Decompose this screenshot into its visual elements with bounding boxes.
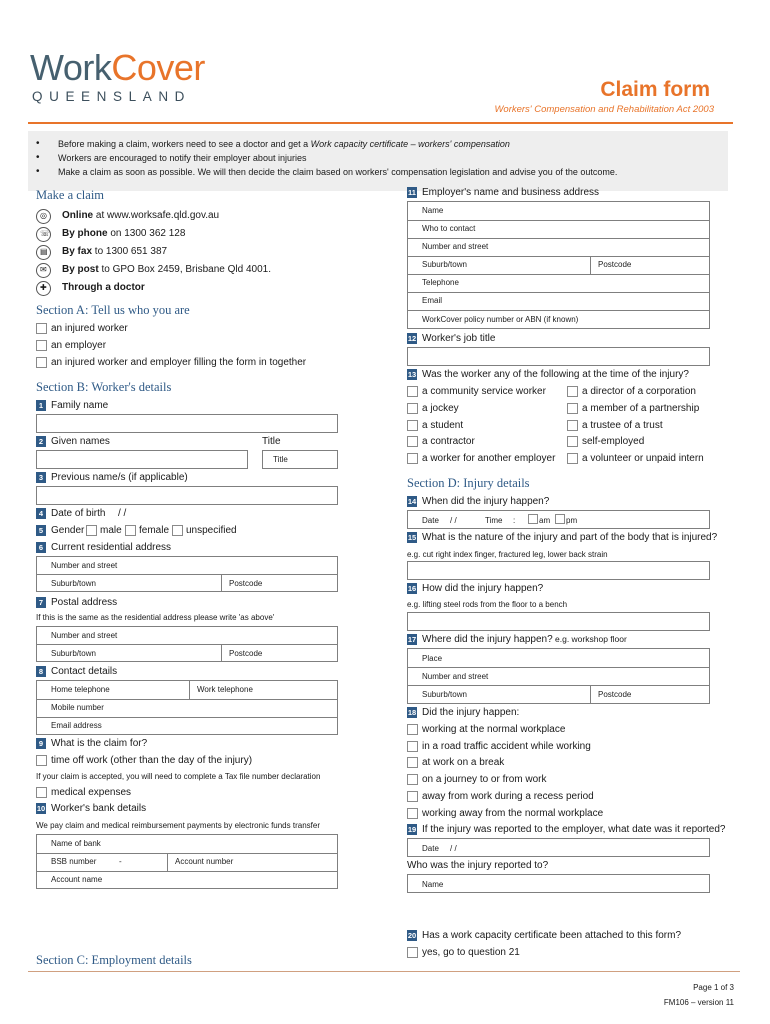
trustee-label: a trustee of a trust: [582, 420, 663, 431]
contact-details-label: Contact details: [51, 666, 118, 677]
community-worker-checkbox[interactable]: [407, 386, 418, 397]
emp-contact-label: Who to contact: [422, 224, 476, 233]
doctor-icon: ✚: [36, 281, 51, 296]
employer-label: an employer: [51, 340, 107, 351]
certificate-label: Has a work capacity certificate been attached to this form?: [422, 930, 682, 941]
normal-workplace-checkbox[interactable]: [407, 724, 418, 735]
section-a-heading: Section A: Tell us who you are: [36, 303, 190, 317]
worker-type-label: Was the worker any of the following at the time of the injury?: [422, 369, 689, 380]
male-label: male: [100, 525, 122, 536]
partnership-checkbox[interactable]: [567, 403, 578, 414]
place-label: Place: [422, 654, 443, 663]
both-label: an injured worker and employer filling the form in together: [51, 357, 307, 368]
reported-date-field-label: Date: [422, 844, 439, 853]
work-break-label: at work on a break: [422, 757, 505, 768]
away-workplace-checkbox[interactable]: [407, 808, 418, 819]
certificate-yes-label: yes, go to question 21: [422, 947, 520, 958]
journey-label: on a journey to or from work: [422, 774, 547, 785]
phone-icon: ☏: [36, 227, 51, 242]
contact-details-box[interactable]: [36, 680, 338, 735]
jockey-label: a jockey: [422, 403, 459, 414]
injury-how-input[interactable]: [407, 612, 710, 631]
reported-date-input[interactable]: [407, 838, 710, 857]
am-checkbox[interactable]: [528, 514, 538, 524]
section-d-heading: Section D: Injury details: [407, 476, 530, 490]
make-claim-heading: Make a claim: [36, 188, 105, 202]
form-subtitle: Workers' Compensation and Rehabilitation Act 2003: [494, 104, 714, 115]
question-number-5: 5: [36, 525, 46, 536]
student-checkbox[interactable]: [407, 420, 418, 431]
gender-label: Gender: [51, 525, 85, 536]
fax-option: By fax to 1300 651 387: [62, 246, 168, 257]
road-accident-checkbox[interactable]: [407, 741, 418, 752]
female-label: female: [139, 525, 170, 536]
question-number-10: 10: [36, 804, 46, 813]
reported-to-name-label: Name: [422, 880, 444, 889]
postal-address-label: Postal address: [51, 597, 118, 608]
bank-details-label: Worker's bank details: [51, 803, 147, 814]
question-number-1: 1: [36, 400, 46, 411]
emp-street-label: Number and street: [422, 242, 489, 251]
previous-names-input[interactable]: [36, 486, 338, 505]
res-street-label: Number and street: [51, 561, 118, 570]
question-number-2: 2: [36, 436, 46, 447]
trustee-checkbox[interactable]: [567, 420, 578, 431]
reported-to-label: Who was the injury reported to?: [407, 860, 549, 871]
mobile-label: Mobile number: [51, 703, 104, 712]
emp-telephone-label: Telephone: [422, 278, 459, 287]
certificate-yes-checkbox[interactable]: [407, 947, 418, 958]
self-employed-label: self-employed: [582, 436, 645, 447]
question-number-16: 16: [407, 584, 417, 593]
tfn-note: If your claim is accepted, you will need to complete a Tax file number declaration: [36, 772, 321, 781]
account-number-label: Account number: [175, 857, 234, 866]
student-label: a student: [422, 420, 464, 431]
jockey-checkbox[interactable]: [407, 403, 418, 414]
question-number-15: 15: [407, 533, 417, 542]
place-postcode-label: Postcode: [598, 690, 632, 699]
emp-name-label: Name: [422, 206, 444, 215]
injury-place-box[interactable]: [407, 648, 710, 704]
injury-nature-input[interactable]: [407, 561, 710, 580]
normal-workplace-label: working at the normal workplace: [422, 724, 566, 735]
director-checkbox[interactable]: [567, 386, 578, 397]
injury-date-time-box[interactable]: [407, 510, 710, 529]
title-input[interactable]: [262, 450, 338, 469]
place-street-label: Number and street: [422, 672, 489, 681]
away-workplace-label: working away from the normal workplace: [422, 808, 604, 819]
intro-box: [28, 131, 728, 191]
work-break-checkbox[interactable]: [407, 757, 418, 768]
section-c-heading: Section C: Employment details: [36, 953, 192, 967]
unspecified-label: unspecified: [186, 525, 237, 536]
contractor-checkbox[interactable]: [407, 436, 418, 447]
form-version: FM106 – version 11: [663, 998, 734, 1007]
pm-label: pm: [566, 516, 578, 525]
road-accident-label: in a road traffic accident while working: [422, 741, 591, 752]
dob-slashes[interactable]: / /: [118, 508, 127, 519]
phone-option: By phone on 1300 362 128: [62, 228, 186, 239]
postal-note: If this is the same as the residential address please write 'as above': [36, 613, 275, 622]
injured-worker-checkbox[interactable]: [36, 323, 47, 334]
residential-address-box[interactable]: [36, 556, 338, 592]
place-suburb-label: Suburb/town: [422, 690, 467, 699]
injury-how-label: How did the injury happen?: [422, 583, 544, 594]
family-name-label: Family name: [51, 400, 109, 411]
title-field-label: Title: [273, 455, 288, 464]
email-label: Email address: [51, 721, 102, 730]
workcover-logo: WorkCover: [30, 47, 205, 88]
work-tel-label: Work telephone: [197, 685, 253, 694]
director-label: a director of a corporation: [582, 386, 696, 397]
page-number: Page 1 of 3: [693, 983, 734, 992]
female-checkbox[interactable]: [125, 525, 136, 536]
question-number-14: 14: [407, 497, 417, 506]
medical-label: medical expenses: [51, 787, 132, 798]
injury-date-slashes: / /: [450, 516, 457, 525]
footer-divider: [28, 971, 740, 972]
employer-details-box[interactable]: [407, 201, 710, 329]
question-number-17: 17: [407, 635, 417, 644]
injury-how-example: e.g. lifting steel rods from the floor to a bench: [407, 600, 568, 609]
injury-time-label: Time: [485, 516, 503, 525]
bsb-dash: -: [119, 857, 122, 866]
contractor-label: a contractor: [422, 436, 475, 447]
another-employer-label: a worker for another employer: [422, 453, 556, 464]
self-employed-checkbox[interactable]: [567, 436, 578, 447]
injured-worker-label: an injured worker: [51, 323, 128, 334]
residential-address-label: Current residential address: [51, 542, 172, 553]
injury-time-colon: :: [513, 516, 516, 525]
section-b-heading: Section B: Worker's details: [36, 380, 172, 394]
post-street-label: Number and street: [51, 631, 118, 640]
volunteer-checkbox[interactable]: [567, 453, 578, 464]
reported-date-label: If the injury was reported to the employer, what date was it reported?: [422, 824, 726, 835]
time-off-checkbox[interactable]: [36, 755, 47, 766]
home-tel-label: Home telephone: [51, 685, 110, 694]
res-postcode-label: Postcode: [229, 579, 263, 588]
unspecified-checkbox[interactable]: [172, 525, 183, 536]
question-number-19: 19: [407, 825, 417, 834]
bsb-label: BSB number: [51, 857, 97, 866]
emp-postcode-label: Postcode: [598, 260, 632, 269]
intro-bullet-2: • Workers are encouraged to notify their employer about injuries: [58, 153, 306, 163]
intro-bullet-1: • Before making a claim, workers need to see a doctor and get a Work capacity certificate – workers' compensation: [58, 139, 510, 149]
res-suburb-label: Suburb/town: [51, 579, 96, 588]
reported-to-input[interactable]: [407, 874, 710, 893]
dob-label: Date of birth: [51, 508, 106, 519]
job-title-label: Worker's job title: [422, 333, 496, 344]
given-names-label: Given names: [51, 436, 110, 447]
emp-email-label: Email: [422, 296, 443, 305]
injury-circumstance-label: Did the injury happen:: [422, 707, 520, 718]
question-number-7: 7: [36, 597, 46, 608]
family-name-input[interactable]: [36, 414, 338, 433]
question-number-11: 11: [408, 188, 416, 197]
another-employer-checkbox[interactable]: [407, 453, 418, 464]
post-suburb-label: Suburb/town: [51, 649, 96, 658]
injury-date-label: Date: [422, 516, 439, 525]
employer-checkbox[interactable]: [36, 340, 47, 351]
logo-subtitle: QUEENSLAND: [32, 89, 192, 104]
question-number-18: 18: [407, 708, 417, 717]
question-number-8: 8: [36, 666, 46, 677]
account-name-label: Account name: [51, 875, 103, 884]
recess-checkbox[interactable]: [407, 791, 418, 802]
question-number-3: 3: [36, 472, 46, 483]
time-off-label: time off work (other than the day of the injury): [51, 755, 253, 766]
question-number-12: 12: [407, 334, 417, 343]
doctor-option: Through a doctor: [62, 282, 145, 293]
mail-icon: ✉: [36, 263, 51, 278]
volunteer-label: a volunteer or unpaid intern: [582, 453, 704, 464]
partnership-label: a member of a partnership: [582, 403, 700, 414]
question-number-9: 9: [36, 738, 46, 749]
given-names-input[interactable]: [36, 450, 248, 469]
bank-name-label: Name of bank: [51, 839, 101, 848]
form-title: Claim form: [600, 78, 710, 101]
employer-name-label: Employer's name and business address: [422, 187, 600, 198]
question-number-4: 4: [36, 508, 46, 519]
header-divider: [28, 122, 733, 124]
title-label: Title: [262, 436, 281, 447]
am-label: am: [539, 516, 551, 525]
both-checkbox[interactable]: [36, 357, 47, 368]
community-worker-label: a community service worker: [422, 386, 546, 397]
intro-bullet-3: • Make a claim as soon as possible. We will then decide the claim based on workers' compensation legislation and advise you of the outcome.: [58, 167, 617, 177]
post-postcode-label: Postcode: [229, 649, 263, 658]
claim-for-label: What is the claim for?: [51, 738, 148, 749]
reported-date-slashes: / /: [450, 844, 457, 853]
injury-nature-example: e.g. cut right index finger, fractured leg, lower back strain: [407, 550, 608, 559]
recess-label: away from work during a recess period: [422, 791, 594, 802]
medical-checkbox[interactable]: [36, 787, 47, 798]
injury-when-label: When did the injury happen?: [422, 496, 550, 507]
injury-where-label: Where did the injury happen? e.g. workshop floor: [422, 634, 627, 645]
bank-note: We pay claim and medical reimbursement payments by electronic funds transfer: [36, 821, 320, 830]
male-checkbox[interactable]: [86, 525, 97, 536]
computer-icon: ◎: [36, 209, 51, 224]
emp-policy-label: WorkCover policy number or ABN (if known): [422, 315, 579, 324]
question-number-6: 6: [36, 542, 46, 553]
online-option: Online at www.worksafe.qld.gov.au: [62, 210, 220, 221]
pm-checkbox[interactable]: [555, 514, 565, 524]
question-number-13: 13: [407, 370, 417, 379]
journey-checkbox[interactable]: [407, 774, 418, 785]
bank-details-box[interactable]: [36, 834, 338, 889]
job-title-input[interactable]: [407, 347, 710, 366]
postal-address-box[interactable]: [36, 626, 338, 662]
emp-suburb-label: Suburb/town: [422, 260, 467, 269]
question-number-20: 20: [407, 931, 417, 940]
previous-names-label: Previous name/s (if applicable): [51, 472, 188, 483]
post-option: By post to GPO Box 2459, Brisbane Qld 4001.: [62, 264, 271, 275]
fax-icon: ▤: [36, 245, 51, 260]
injury-nature-label: What is the nature of the injury and part of the body that is injured?: [422, 532, 718, 543]
